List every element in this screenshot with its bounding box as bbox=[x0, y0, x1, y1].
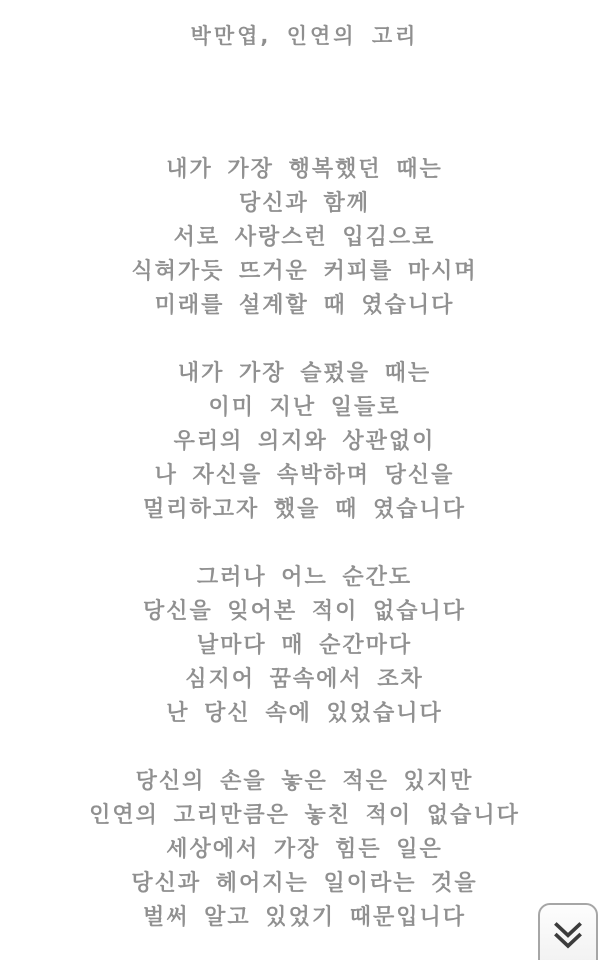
stanza-4 bbox=[0, 765, 609, 935]
poem-line: 그러나 어느 순간도 bbox=[196, 565, 413, 590]
double-chevron-down-icon bbox=[550, 905, 586, 953]
poem-line: 벌써 알고 있었기 때문입니다 bbox=[142, 905, 466, 930]
poem-line: 이미 지난 일들로 bbox=[208, 395, 401, 420]
poem-line: 우리의 의지와 상관없이 bbox=[173, 429, 436, 454]
poem-line: 미래를 설계할 때 였습니다 bbox=[154, 293, 455, 318]
poem-line: 서로 사랑스런 입김으로 bbox=[173, 225, 436, 250]
poem-line: 식혀가듯 뜨거운 커피를 마시며 bbox=[131, 259, 478, 284]
poem-line: 당신과 함께 bbox=[239, 191, 370, 216]
poem-line: 내가 가장 슬펐을 때는 bbox=[177, 361, 432, 386]
poem-line: 당신을 잊어본 적이 없습니다 bbox=[142, 599, 466, 624]
poem-line: 인연의 고리만큼은 놓친 적이 없습니다 bbox=[89, 803, 520, 828]
poem-line: 심지어 꿈속에서 조차 bbox=[185, 667, 424, 692]
stanza-2 bbox=[0, 357, 609, 527]
poem-line: 나 자신을 속박하며 당신을 bbox=[154, 463, 455, 488]
stanza-1 bbox=[0, 153, 609, 323]
poem-line: 내가 가장 행복했던 때는 bbox=[166, 157, 443, 182]
poem-line: 난 당신 속에 있었습니다 bbox=[166, 701, 443, 726]
poem-line: 당신의 손을 놓은 적은 있지만 bbox=[135, 769, 474, 794]
poem-title: 박만엽, 인연의 고리 bbox=[190, 24, 419, 48]
poem-line: 멀리하고자 했을 때 였습니다 bbox=[142, 497, 466, 522]
poem-body bbox=[0, 153, 609, 960]
poem-line: 날마다 매 순간마다 bbox=[196, 633, 413, 658]
poem-line: 세상에서 가장 힘든 일은 bbox=[166, 837, 443, 862]
poem-line: 당신과 헤어지는 일이라는 것을 bbox=[131, 871, 478, 896]
scroll-down-button[interactable] bbox=[538, 903, 598, 960]
stanza-3 bbox=[0, 561, 609, 731]
